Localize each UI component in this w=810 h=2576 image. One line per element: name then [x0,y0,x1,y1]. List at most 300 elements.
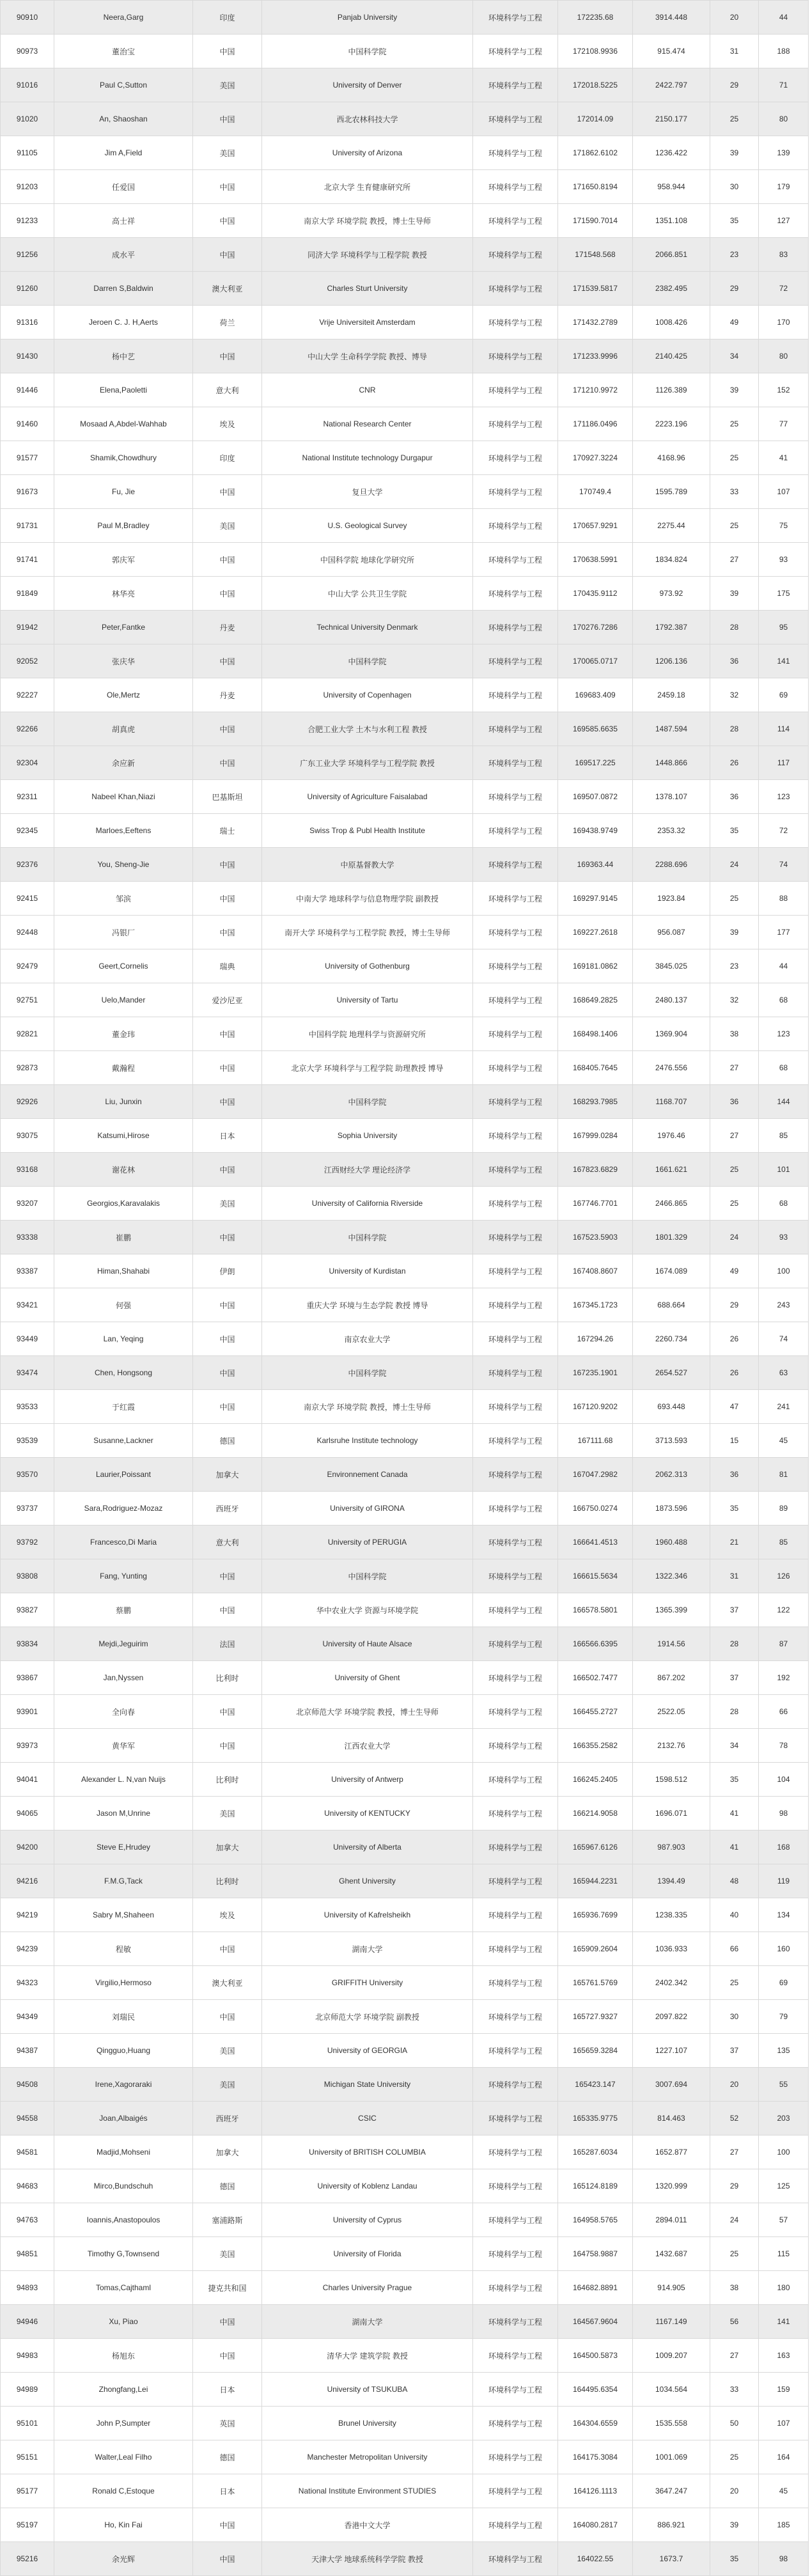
cell-id: 94508 [1,2068,54,2102]
cell-discipline: 环境科学与工程 [473,2339,558,2373]
cell-count-2: 104 [759,1763,809,1797]
cell-affiliation: 天津大学 地球系统科学学院 教授 [262,2542,473,2576]
table-row [1,1729,809,1763]
cell-country: 巴基斯坦 [193,780,262,814]
cell-score-main: 172014.09 [558,102,633,136]
cell-count-1: 37 [710,1593,759,1627]
cell-count-2: 85 [759,1526,809,1559]
table-row [1,1119,809,1153]
cell-count-1: 30 [710,2000,759,2034]
cell-id: 91460 [1,407,54,441]
cell-name: You, Sheng-Jie [54,848,193,882]
cell-count-2: 179 [759,170,809,204]
cell-id: 92304 [1,746,54,780]
cell-country: 荷兰 [193,306,262,340]
cell-score-secondary: 688.664 [633,1288,710,1322]
cell-id: 93474 [1,1356,54,1390]
cell-id: 93827 [1,1593,54,1627]
cell-discipline: 环境科学与工程 [473,678,558,712]
cell-score-main: 168405.7645 [558,1051,633,1085]
cell-affiliation: University of Florida [262,2237,473,2271]
cell-score-main: 170435.9112 [558,577,633,611]
table-row [1,1,809,35]
cell-score-main: 165124.8189 [558,2169,633,2203]
cell-country: 中国 [193,1729,262,1763]
cell-count-2: 100 [759,1254,809,1288]
cell-discipline: 环境科学与工程 [473,2373,558,2407]
cell-count-1: 34 [710,1729,759,1763]
cell-affiliation: 北京大学 生育健康研究所 [262,170,473,204]
cell-count-1: 27 [710,2339,759,2373]
cell-name: Madjid,Mohseni [54,2135,193,2169]
cell-score-secondary: 1369.904 [633,1017,710,1051]
cell-count-1: 36 [710,1458,759,1492]
cell-score-secondary: 1674.089 [633,1254,710,1288]
table-row [1,2440,809,2474]
cell-score-secondary: 2422.797 [633,68,710,102]
table-row [1,746,809,780]
cell-affiliation: CNR [262,373,473,407]
cell-count-2: 66 [759,1695,809,1729]
cell-name: 黄华军 [54,1729,193,1763]
cell-name: Mosaad A,Abdel-Wahhab [54,407,193,441]
cell-name: Liu, Junxin [54,1085,193,1119]
cell-count-2: 100 [759,2135,809,2169]
cell-score-secondary: 2402.342 [633,1966,710,2000]
cell-score-main: 164304.6559 [558,2407,633,2440]
cell-discipline: 环境科学与工程 [473,2034,558,2068]
cell-score-main: 171548.568 [558,238,633,272]
cell-count-1: 39 [710,373,759,407]
cell-name: Sara,Rodriguez-Mozaz [54,1492,193,1526]
cell-name: Steve E,Hrudey [54,1831,193,1864]
cell-score-main: 169363.44 [558,848,633,882]
cell-id: 91942 [1,611,54,644]
cell-discipline: 环境科学与工程 [473,136,558,170]
cell-discipline: 环境科学与工程 [473,848,558,882]
cell-name: Uelo,Mander [54,983,193,1017]
cell-score-main: 166455.2727 [558,1695,633,1729]
cell-score-main: 165659.3284 [558,2034,633,2068]
cell-score-main: 171186.0496 [558,407,633,441]
cell-score-main: 167111.68 [558,1424,633,1458]
cell-discipline: 环境科学与工程 [473,1729,558,1763]
cell-count-1: 29 [710,68,759,102]
cell-id: 93387 [1,1254,54,1288]
cell-country: 中国 [193,1017,262,1051]
cell-id: 95216 [1,2542,54,2576]
cell-count-2: 119 [759,1864,809,1898]
cell-score-main: 169517.225 [558,746,633,780]
table-row [1,475,809,509]
cell-affiliation: National Institute technology Durgapur [262,441,473,475]
table-row [1,949,809,983]
cell-id: 91016 [1,68,54,102]
cell-discipline: 环境科学与工程 [473,1119,558,1153]
cell-country: 伊朗 [193,1254,262,1288]
cell-discipline: 环境科学与工程 [473,780,558,814]
cell-name: 余应新 [54,746,193,780]
cell-discipline: 环境科学与工程 [473,407,558,441]
cell-score-secondary: 4168.96 [633,441,710,475]
cell-count-1: 37 [710,2034,759,2068]
table-row [1,1966,809,2000]
cell-id: 94200 [1,1831,54,1864]
cell-affiliation: 南京大学 环境学院 教授，博士生导师 [262,1390,473,1424]
cell-count-1: 66 [710,1932,759,1966]
cell-affiliation: University of Arizona [262,136,473,170]
cell-country: 中国 [193,1695,262,1729]
cell-name: Mejdi,Jeguirim [54,1627,193,1661]
cell-score-secondary: 1394.49 [633,1864,710,1898]
cell-country: 美国 [193,2068,262,2102]
cell-score-main: 167047.2982 [558,1458,633,1492]
table-row [1,170,809,204]
table-row [1,102,809,136]
table-row [1,35,809,68]
cell-score-secondary: 2894.011 [633,2203,710,2237]
cell-id: 92227 [1,678,54,712]
table-row [1,1526,809,1559]
cell-discipline: 环境科学与工程 [473,238,558,272]
cell-count-1: 23 [710,949,759,983]
cell-score-secondary: 1351.108 [633,204,710,238]
cell-affiliation: Charles Sturt University [262,272,473,306]
cell-score-main: 166214.9058 [558,1797,633,1831]
cell-id: 93168 [1,1153,54,1187]
cell-country: 瑞士 [193,814,262,848]
cell-affiliation: University of Cyprus [262,2203,473,2237]
cell-discipline: 环境科学与工程 [473,1187,558,1221]
cell-count-1: 28 [710,1695,759,1729]
cell-country: 瑞典 [193,949,262,983]
cell-score-secondary: 1595.789 [633,475,710,509]
cell-score-main: 167294.26 [558,1322,633,1356]
cell-id: 91673 [1,475,54,509]
table-row [1,272,809,306]
cell-country: 美国 [193,1187,262,1221]
cell-name: 程敏 [54,1932,193,1966]
cell-country: 比利时 [193,1864,262,1898]
cell-name: Peter,Fantke [54,611,193,644]
cell-count-1: 25 [710,102,759,136]
cell-name: Geert,Cornelis [54,949,193,983]
table-row [1,1593,809,1627]
cell-id: 94387 [1,2034,54,2068]
table-row [1,2271,809,2305]
cell-affiliation: University of TSUKUBA [262,2373,473,2407]
cell-count-2: 185 [759,2508,809,2542]
cell-count-2: 123 [759,780,809,814]
cell-affiliation: University of KENTUCKY [262,1797,473,1831]
cell-discipline: 环境科学与工程 [473,306,558,340]
cell-country: 中国 [193,35,262,68]
cell-score-main: 167746.7701 [558,1187,633,1221]
cell-score-secondary: 1673.7 [633,2542,710,2576]
cell-score-secondary: 886.921 [633,2508,710,2542]
cell-score-secondary: 2062.313 [633,1458,710,1492]
table-row [1,1559,809,1593]
cell-score-secondary: 2288.696 [633,848,710,882]
cell-discipline: 环境科学与工程 [473,1593,558,1627]
cell-id: 94349 [1,2000,54,2034]
cell-count-1: 23 [710,238,759,272]
cell-name: 林华亮 [54,577,193,611]
cell-affiliation: National Institute Environment STUDIES [262,2474,473,2508]
cell-name: 郭庆军 [54,543,193,577]
cell-count-1: 28 [710,712,759,746]
cell-count-2: 72 [759,814,809,848]
cell-score-main: 169227.2618 [558,916,633,949]
cell-count-1: 48 [710,1864,759,1898]
cell-name: Ole,Mertz [54,678,193,712]
cell-country: 中国 [193,475,262,509]
cell-discipline: 环境科学与工程 [473,949,558,983]
table-row [1,2169,809,2203]
cell-count-2: 45 [759,2474,809,2508]
cell-affiliation: 湖南大学 [262,1932,473,1966]
cell-count-2: 81 [759,1458,809,1492]
cell-discipline: 环境科学与工程 [473,611,558,644]
cell-country: 法国 [193,1627,262,1661]
table-row [1,1864,809,1898]
table-row [1,2407,809,2440]
cell-country: 美国 [193,509,262,543]
cell-count-1: 37 [710,1661,759,1695]
table-row [1,1017,809,1051]
cell-count-2: 170 [759,306,809,340]
cell-affiliation: Sophia University [262,1119,473,1153]
cell-affiliation: Environnement Canada [262,1458,473,1492]
cell-score-secondary: 1432.687 [633,2237,710,2271]
cell-id: 94323 [1,1966,54,2000]
cell-discipline: 环境科学与工程 [473,340,558,373]
cell-count-2: 164 [759,2440,809,2474]
cell-country: 中国 [193,848,262,882]
cell-affiliation: 中国科学院 地理科学与资源研究所 [262,1017,473,1051]
cell-affiliation: Brunel University [262,2407,473,2440]
cell-score-main: 166641.4513 [558,1526,633,1559]
table-row [1,678,809,712]
cell-name: Timothy G,Townsend [54,2237,193,2271]
cell-count-2: 122 [759,1593,809,1627]
cell-country: 德国 [193,1424,262,1458]
cell-name: 胡真虎 [54,712,193,746]
cell-name: Lan, Yeqing [54,1322,193,1356]
cell-country: 中国 [193,1153,262,1187]
cell-affiliation: University of GEORGIA [262,2034,473,2068]
cell-count-2: 98 [759,2542,809,2576]
cell-count-2: 123 [759,1017,809,1051]
cell-count-2: 192 [759,1661,809,1695]
cell-name: John P,Sumpter [54,2407,193,2440]
cell-score-main: 164958.5765 [558,2203,633,2237]
cell-id: 91741 [1,543,54,577]
cell-count-1: 40 [710,1898,759,1932]
cell-count-2: 79 [759,2000,809,2034]
cell-country: 加拿大 [193,1458,262,1492]
cell-score-secondary: 1167.149 [633,2305,710,2339]
cell-affiliation: University of Agriculture Faisalabad [262,780,473,814]
cell-count-2: 135 [759,2034,809,2068]
table-row [1,1831,809,1864]
table-row [1,543,809,577]
cell-count-2: 180 [759,2271,809,2305]
cell-discipline: 环境科学与工程 [473,2203,558,2237]
table-row [1,644,809,678]
cell-country: 中国 [193,1051,262,1085]
cell-discipline: 环境科学与工程 [473,1153,558,1187]
cell-score-main: 167120.9202 [558,1390,633,1424]
cell-count-1: 27 [710,1119,759,1153]
cell-count-1: 32 [710,678,759,712]
cell-id: 93973 [1,1729,54,1763]
cell-affiliation: 中国科学院 [262,1085,473,1119]
cell-name: 高士祥 [54,204,193,238]
cell-count-2: 107 [759,475,809,509]
cell-count-2: 89 [759,1492,809,1526]
cell-id: 92873 [1,1051,54,1085]
cell-id: 92751 [1,983,54,1017]
cell-affiliation: University of Gothenburg [262,949,473,983]
cell-count-2: 55 [759,2068,809,2102]
cell-score-main: 168498.1406 [558,1017,633,1051]
cell-score-main: 167235.1901 [558,1356,633,1390]
cell-score-main: 171590.7014 [558,204,633,238]
cell-score-main: 165423.147 [558,2068,633,2102]
cell-name: Jason M,Unrine [54,1797,193,1831]
table-row [1,1187,809,1221]
cell-discipline: 环境科学与工程 [473,1,558,35]
cell-name: 蔡鹏 [54,1593,193,1627]
cell-score-main: 164126.1113 [558,2474,633,2508]
cell-id: 93901 [1,1695,54,1729]
cell-id: 92926 [1,1085,54,1119]
cell-count-2: 57 [759,2203,809,2237]
cell-score-secondary: 2066.851 [633,238,710,272]
cell-score-main: 170276.7286 [558,611,633,644]
cell-count-1: 35 [710,814,759,848]
cell-name: Mirco,Bundschuh [54,2169,193,2203]
cell-discipline: 环境科学与工程 [473,35,558,68]
cell-id: 93421 [1,1288,54,1322]
cell-affiliation: 南开大学 环境科学与工程学院 教授，博士生导师 [262,916,473,949]
cell-score-main: 172018.5225 [558,68,633,102]
cell-score-main: 164500.5873 [558,2339,633,2373]
cell-discipline: 环境科学与工程 [473,1661,558,1695]
cell-count-1: 32 [710,983,759,1017]
cell-score-main: 167823.6829 [558,1153,633,1187]
cell-country: 美国 [193,1797,262,1831]
table-row [1,712,809,746]
cell-score-secondary: 2140.425 [633,340,710,373]
cell-id: 94581 [1,2135,54,2169]
cell-score-main: 166355.2582 [558,1729,633,1763]
cell-affiliation: 江西财经大学 理论经济学 [262,1153,473,1187]
cell-country: 德国 [193,2440,262,2474]
cell-discipline: 环境科学与工程 [473,102,558,136]
cell-score-secondary: 1168.707 [633,1085,710,1119]
cell-count-1: 26 [710,1322,759,1356]
cell-score-secondary: 3914.448 [633,1,710,35]
cell-country: 中国 [193,882,262,916]
cell-score-main: 168293.7985 [558,1085,633,1119]
cell-score-secondary: 814.463 [633,2102,710,2135]
cell-count-2: 93 [759,543,809,577]
cell-count-1: 31 [710,1559,759,1593]
cell-discipline: 环境科学与工程 [473,1322,558,1356]
cell-score-secondary: 2480.137 [633,983,710,1017]
cell-count-2: 71 [759,68,809,102]
cell-discipline: 环境科学与工程 [473,2407,558,2440]
cell-id: 94946 [1,2305,54,2339]
cell-count-1: 26 [710,746,759,780]
cell-score-secondary: 2260.734 [633,1322,710,1356]
cell-affiliation: Swiss Trop & Publ Health Institute [262,814,473,848]
cell-score-secondary: 2654.527 [633,1356,710,1390]
cell-affiliation: Ghent University [262,1864,473,1898]
cell-id: 94893 [1,2271,54,2305]
cell-affiliation: University of BRITISH COLUMBIA [262,2135,473,2169]
cell-count-1: 34 [710,340,759,373]
cell-score-secondary: 1914.56 [633,1627,710,1661]
cell-score-main: 164022.55 [558,2542,633,2576]
cell-affiliation: 湖南大学 [262,2305,473,2339]
cell-id: 91105 [1,136,54,170]
cell-name: Fu, Jie [54,475,193,509]
table-row [1,1424,809,1458]
cell-id: 92448 [1,916,54,949]
cell-discipline: 环境科学与工程 [473,441,558,475]
cell-name: Shamik,Chowdhury [54,441,193,475]
cell-id: 92376 [1,848,54,882]
cell-discipline: 环境科学与工程 [473,2474,558,2508]
cell-affiliation: 北京师范大学 环境学院 教授，博士生导师 [262,1695,473,1729]
cell-count-1: 33 [710,2373,759,2407]
cell-country: 美国 [193,136,262,170]
table-row [1,204,809,238]
cell-score-secondary: 958.944 [633,170,710,204]
cell-count-1: 20 [710,2474,759,2508]
cell-score-secondary: 1448.866 [633,746,710,780]
cell-count-2: 125 [759,2169,809,2203]
cell-count-1: 15 [710,1424,759,1458]
cell-id: 93792 [1,1526,54,1559]
cell-country: 意大利 [193,1526,262,1559]
cell-score-secondary: 1206.136 [633,644,710,678]
cell-count-1: 47 [710,1390,759,1424]
cell-count-1: 27 [710,2135,759,2169]
table-row [1,1322,809,1356]
cell-affiliation: Karlsruhe Institute technology [262,1424,473,1458]
table-row [1,814,809,848]
cell-score-main: 171210.9972 [558,373,633,407]
cell-score-secondary: 867.202 [633,1661,710,1695]
cell-score-main: 167345.1723 [558,1288,633,1322]
cell-id: 95151 [1,2440,54,2474]
cell-count-1: 35 [710,204,759,238]
cell-discipline: 环境科学与工程 [473,2135,558,2169]
cell-discipline: 环境科学与工程 [473,1492,558,1526]
table-row [1,1356,809,1390]
cell-name: Tomas,Cajthaml [54,2271,193,2305]
table-row [1,2237,809,2271]
cell-country: 中国 [193,170,262,204]
cell-discipline: 环境科学与工程 [473,1695,558,1729]
cell-count-2: 93 [759,1221,809,1254]
table-row [1,407,809,441]
cell-count-1: 31 [710,35,759,68]
